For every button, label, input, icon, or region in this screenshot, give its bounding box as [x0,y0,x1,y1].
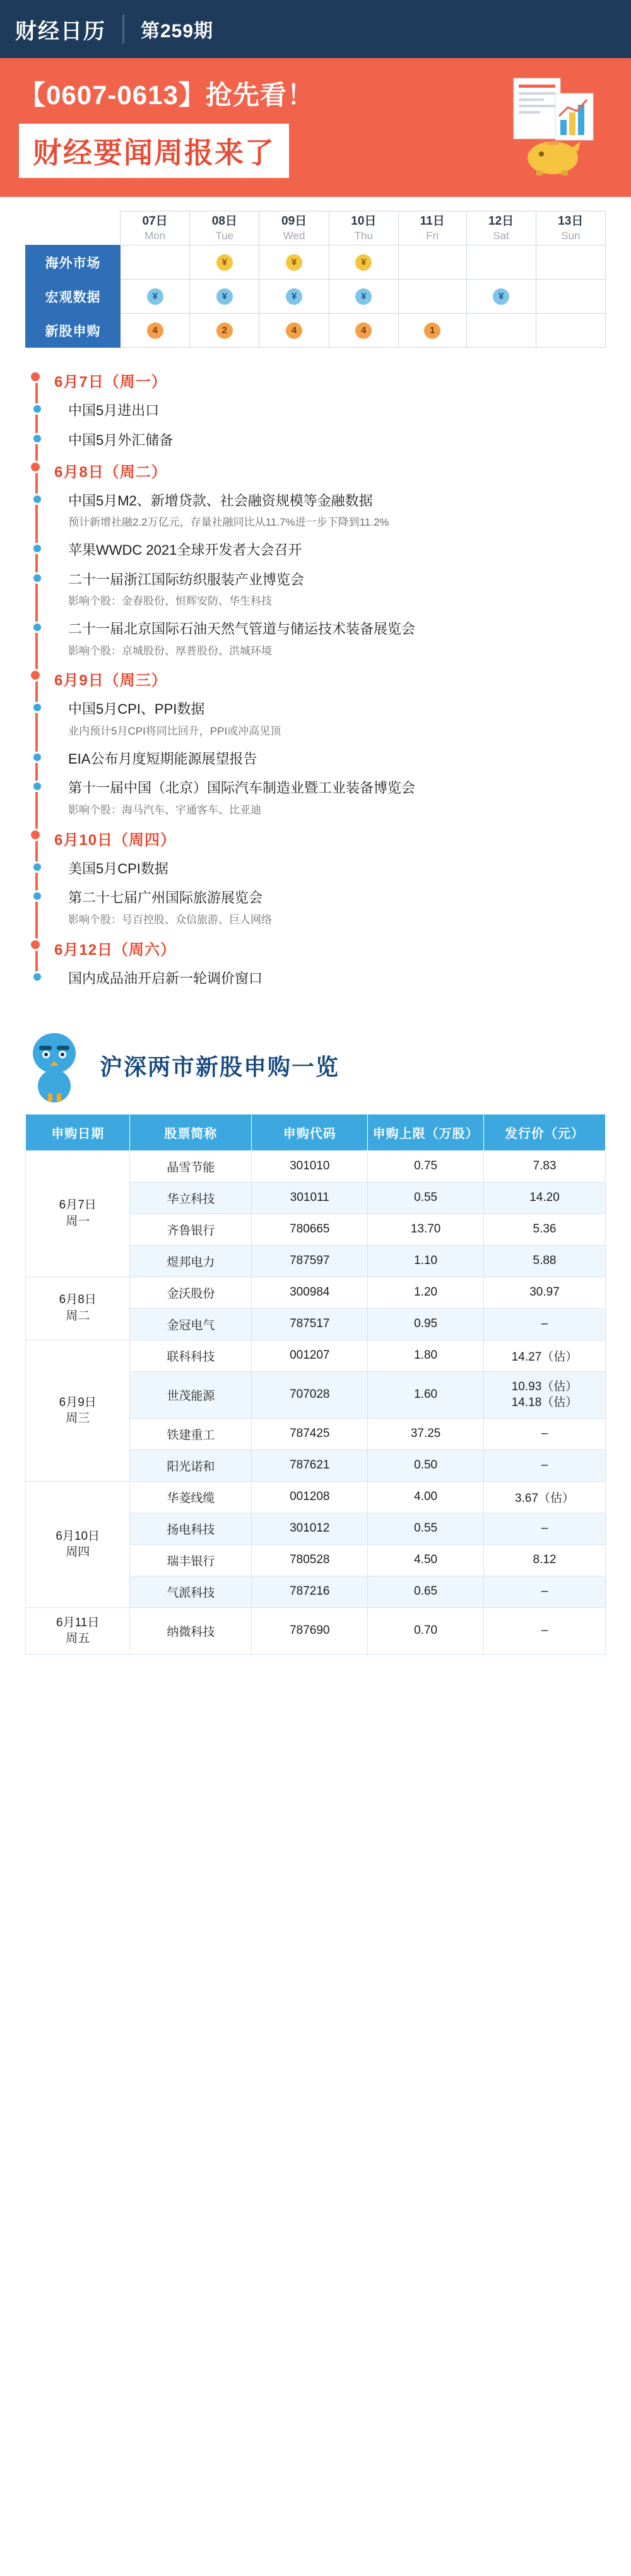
timeline-item-dot-icon [32,622,43,633]
day-header-5 [466,211,536,245]
timeline-item-title: EIA公布月度短期能源展望报告 [68,750,257,767]
timeline-item-title: 中国5月进出口 [68,403,160,418]
cell-macro-1 [190,280,259,314]
timeline-date-dot-icon [29,669,42,682]
timeline-item-note: 影响个股：号百控股、众信旅游、巨人网络 [68,914,272,926]
week-overview [0,197,631,354]
logo-divider [122,15,124,44]
ipo-stock-code: 787517 [252,1308,368,1340]
timeline-item [68,570,606,610]
ipo-limit: 0.75 [368,1150,484,1182]
ipo-stock-name: 齐鲁银行 [130,1214,252,1245]
day-dow-5: Sat [493,229,509,242]
ipo-stock-name: 世茂能源 [130,1371,252,1418]
ipo-date-cell: 6月8日 周二 [26,1277,130,1340]
grid-corner-cell [26,211,121,245]
day-header-6 [536,211,605,245]
ipo-stock-code: 707028 [252,1371,368,1418]
timeline-item-dot-icon [32,433,43,444]
cell-macro-3 [329,280,398,314]
ipo-stock-code: 787216 [252,1576,368,1607]
timeline-date-label: 6月7日（周一） [54,374,167,391]
timeline-item-dot-icon [32,702,43,713]
timeline-item-dot-icon [32,572,43,584]
ipo-price: – [483,1450,605,1481]
ipo-stock-code: 787597 [252,1245,368,1277]
marker-coin: 2 [216,322,233,339]
cell-overseas-1 [190,245,259,280]
cell-ipo-5 [466,314,536,348]
ipo-limit: 0.65 [368,1576,484,1607]
marker-coin: 4 [147,322,163,339]
timeline-item-dot-icon [32,493,43,505]
day-dow-1: Tue [215,229,234,242]
ipo-date-cell: 6月7日 周一 [26,1150,130,1277]
ipo-limit: 1.20 [368,1277,484,1308]
ipo-col-price: 发行价（元） [483,1114,605,1150]
timeline-item-note: 预计新增社融2.2万亿元，存量社融同比从11.7%进一步下降到11.2% [68,516,389,529]
timeline-date-dot-icon [29,370,42,383]
ipo-stock-name: 华菱线缆 [130,1481,252,1513]
timeline-date-group-2 [54,668,606,690]
ipo-price: – [483,1308,605,1340]
timeline-item-title: 中国5月CPI、PPI数据 [68,701,205,718]
timeline-item-title: 美国5月CPI数据 [68,860,168,877]
ipo-price: – [483,1418,605,1450]
ipo-stock-name: 阳光诺和 [130,1450,252,1481]
ipo-price: 7.83 [483,1150,605,1182]
cell-overseas-6 [536,245,605,280]
cell-ipo-1 [190,314,259,348]
row-label-ipo: 新股申购 [26,314,121,348]
cell-macro-5 [466,280,536,314]
ipo-price: 10.93（估） 14.18（估） [483,1371,605,1418]
row-label-overseas: 海外市场 [26,245,121,280]
table-row [26,1340,606,1371]
grid-row-macro [26,280,606,314]
ipo-stock-code: 787690 [252,1607,368,1654]
ipo-price: – [483,1607,605,1654]
ipo-stock-code: 780528 [252,1544,368,1576]
cell-macro-4 [398,280,466,314]
grid-row-overseas [26,245,606,280]
timeline-date-group-4 [54,937,606,959]
bird-mascot-icon [25,1028,83,1104]
ipo-limit: 0.50 [368,1450,484,1481]
timeline-item [68,750,606,769]
ipo-price: 3.67（估） [483,1481,605,1513]
ipo-stock-name: 瑞丰银行 [130,1544,252,1576]
ipo-stock-name: 晶雪节能 [130,1150,252,1182]
ipo-table [25,1114,606,1655]
timeline-date-label: 6月9日（周三） [54,672,167,690]
timeline-item-title: 二十一届北京国际石油天然气管道与储运技术装备展览会 [68,620,416,637]
marker-coin: ¥ [355,288,372,305]
cell-overseas-2 [259,245,329,280]
marker-coin: 4 [286,322,302,339]
cell-ipo-0 [121,314,190,348]
cell-overseas-4 [398,245,466,280]
week-grid [25,211,606,348]
timeline-date-dot-icon [29,829,42,841]
marker-coin: 1 [424,322,440,339]
ipo-stock-name: 铁建重工 [130,1418,252,1450]
ipo-price: 14.27（估） [483,1340,605,1371]
ipo-price: 14.20 [483,1182,605,1214]
day-date-4: 11日 [420,215,445,228]
banner [0,58,631,197]
day-header-1 [190,211,259,245]
ipo-limit: 37.25 [368,1418,484,1450]
ipo-limit: 1.10 [368,1245,484,1277]
day-dow-6: Sun [561,229,581,242]
timeline-item [68,541,606,560]
day-date-2: 09日 [281,215,307,228]
timeline-item-title: 第二十七届广州国际旅游展览会 [68,890,263,906]
ipo-date-cell: 6月9日 周三 [26,1340,130,1481]
ipo-limit: 0.95 [368,1308,484,1340]
table-row [26,1607,606,1654]
top-bar [0,0,631,58]
timeline-item-dot-icon [32,781,43,792]
ipo-stock-name: 华立科技 [130,1182,252,1214]
ipo-price: 30.97 [483,1277,605,1308]
ipo-limit: 4.00 [368,1481,484,1513]
table-row [26,1481,606,1513]
cell-overseas-5 [466,245,536,280]
timeline-item [68,492,606,531]
timeline-date-dot-icon [29,461,42,473]
marker-coin: ¥ [216,254,233,271]
ipo-stock-code: 001208 [252,1481,368,1513]
timeline-item-title: 苹果WWDC 2021全球开发者大会召开 [68,541,302,558]
ipo-title: 沪深两市新股申购一览 [100,1054,340,1080]
day-date-3: 10日 [351,215,377,228]
timeline-item-dot-icon [32,971,43,983]
ipo-price: – [483,1576,605,1607]
ipo-limit: 4.50 [368,1544,484,1576]
ipo-stock-name: 煜邦电力 [130,1245,252,1277]
timeline-item-title: 二十一届浙江国际纺织服装产业博览会 [68,571,305,588]
marker-coin: ¥ [216,288,233,305]
cell-ipo-2 [259,314,329,348]
cell-ipo-4 [398,314,466,348]
timeline-date-label: 6月8日（周二） [54,463,167,481]
cell-overseas-3 [329,245,398,280]
ipo-stock-code: 301010 [252,1150,368,1182]
ipo-price: 5.88 [483,1245,605,1277]
ipo-stock-name: 金沃股份 [130,1277,252,1308]
ipo-stock-code: 301012 [252,1513,368,1544]
cell-macro-6 [536,280,605,314]
cell-macro-0 [121,280,190,314]
cell-macro-2 [259,280,329,314]
banner-headline: 【0607-0613】抢先看！ [19,80,314,110]
ipo-stock-code: 780665 [252,1214,368,1245]
ipo-stock-name: 气派科技 [130,1576,252,1607]
timeline-date-dot-icon [29,938,42,951]
day-date-6: 13日 [558,215,584,228]
timeline-item-dot-icon [32,752,43,763]
ipo-stock-code: 787621 [252,1450,368,1481]
ipo-stock-name: 联科科技 [130,1340,252,1371]
timeline-item [68,620,606,659]
banner-subheadline: 财经要闻周报来了 [19,124,289,178]
timeline-item [68,860,606,879]
site-logo: 财经日历 [15,20,106,44]
timeline-item [68,401,606,421]
ipo-section-header [0,1012,631,1108]
day-date-5: 12日 [488,215,514,228]
table-row [26,1277,606,1308]
timeline-date-group-1 [54,459,606,482]
timeline-item-dot-icon [32,890,43,902]
cell-ipo-6 [536,314,605,348]
issue-number: 第259期 [141,21,214,42]
ipo-stock-name: 扬电科技 [130,1513,252,1544]
day-header-4 [398,211,466,245]
timeline-item-title: 中国5月M2、新增贷款、社会融资规模等金融数据 [68,492,373,509]
ipo-stock-code: 001207 [252,1340,368,1371]
ipo-limit: 1.80 [368,1340,484,1371]
ipo-limit: 0.55 [368,1513,484,1544]
timeline-item-title: 中国5月外汇储备 [68,432,174,448]
ipo-limit: 1.60 [368,1371,484,1418]
marker-coin: ¥ [147,288,163,305]
ipo-stock-code: 300984 [252,1277,368,1308]
ipo-header-row [26,1114,606,1150]
timeline-item-title: 国内成品油开启新一轮调价窗口 [68,970,263,986]
ipo-stock-name: 金冠电气 [130,1308,252,1340]
timeline-date-label: 6月10日（周四） [54,831,177,849]
timeline-item-note: 影响个股：京城股份、厚普股份、洪城环境 [68,644,272,657]
ipo-price: 5.36 [483,1214,605,1245]
table-row [26,1150,606,1182]
timeline-item-title: 第十一届中国（北京）国际汽车制造业暨工业装备博览会 [68,780,416,796]
timeline-item-dot-icon [32,861,43,873]
ipo-stock-code: 787425 [252,1418,368,1450]
day-dow-0: Mon [144,229,166,242]
ipo-date-cell: 6月10日 周四 [26,1481,130,1607]
timeline-inner [25,369,606,989]
ipo-col-limit: 申购上限（万股） [368,1114,484,1150]
ipo-col-code: 申购代码 [252,1114,368,1150]
ipo-price: 8.12 [483,1544,605,1576]
ipo-limit: 0.55 [368,1182,484,1214]
marker-coin: ¥ [286,254,302,271]
day-dow-4: Fri [426,229,439,242]
events-timeline [0,354,631,1012]
timeline-item [68,779,606,818]
timeline-item-note: 业内预计5月CPI将同比回升，PPI或冲高见顶 [68,725,281,738]
timeline-item [68,700,606,739]
day-header-3 [329,211,398,245]
row-label-macro: 宏观数据 [26,280,121,314]
timeline-item-dot-icon [32,543,43,554]
documents-piggybank-illustration [492,74,606,175]
ipo-col-date: 申购日期 [26,1114,130,1150]
day-date-0: 07日 [142,215,168,228]
timeline-item-dot-icon [32,403,43,415]
ipo-stock-code: 301011 [252,1182,368,1214]
timeline-item-note: 影响个股：金春股份、恒辉安防、华生科技 [68,595,272,608]
timeline-date-group-3 [54,827,606,849]
week-grid-header-row [26,211,606,245]
timeline-item [68,969,606,989]
marker-coin: ¥ [355,254,372,271]
timeline-date-group-0 [54,369,606,391]
timeline-date-label: 6月12日（周六） [54,941,177,959]
ipo-col-name: 股票简称 [130,1114,252,1150]
day-header-0 [121,211,190,245]
day-date-1: 08日 [211,215,237,228]
marker-coin: ¥ [286,288,302,305]
ipo-stock-name: 纳微科技 [130,1607,252,1654]
ipo-table-wrap [0,1108,631,1678]
grid-row-ipo [26,314,606,348]
marker-coin: 4 [355,322,372,339]
marker-coin: ¥ [493,288,509,305]
cell-ipo-3 [329,314,398,348]
timeline-item-note: 影响个股：海马汽车、宇通客车、比亚迪 [68,804,261,817]
ipo-date-cell: 6月11日 周五 [26,1607,130,1654]
timeline-item [68,889,606,928]
day-dow-2: Wed [283,229,305,242]
ipo-limit: 0.70 [368,1607,484,1654]
day-dow-3: Thu [354,229,373,242]
ipo-price: – [483,1513,605,1544]
cell-overseas-0 [121,245,190,280]
ipo-limit: 13.70 [368,1214,484,1245]
day-header-2 [259,211,329,245]
timeline-item [68,431,606,451]
